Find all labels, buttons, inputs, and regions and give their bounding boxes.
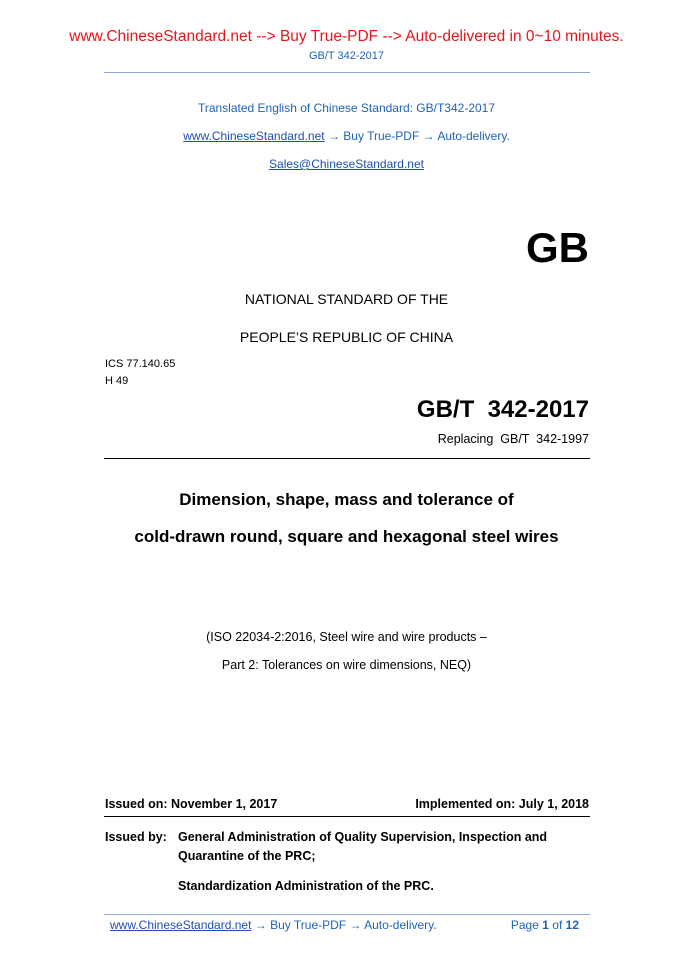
title-line-2: cold-drawn round, square and hexagonal steel wires [134, 527, 559, 546]
issuer-line-1: General Administration of Quality Supervision, Inspection and [178, 830, 548, 844]
iso-line-2: Part 2: Tolerances on wire dimensions, NEQ) [221, 658, 472, 672]
email-line [0, 157, 693, 171]
email-link[interactable]: Sales@ChineseStandard.net [269, 157, 424, 171]
replacing-note: Replacing GB/T 342-1997 [437, 432, 589, 446]
standard-rule [104, 458, 590, 459]
title-line-1: Dimension, shape, mass and tolerance of [179, 490, 514, 509]
page-total: 12 [565, 918, 579, 932]
page-number: 1 [542, 918, 549, 932]
ccs-code: H 49 [105, 375, 129, 387]
issued-by-label: Issued by: [105, 830, 167, 844]
site-link[interactable]: www.ChineseStandard.net [183, 129, 325, 143]
promo-banner[interactable]: www.ChineseStandard.net --> Buy True-PDF --> Auto-delivered in 0~10 minutes. [69, 28, 624, 45]
issued-on: Issued on: November 1, 2017 [105, 797, 278, 811]
header-rule [104, 72, 590, 73]
standard-number: GB/T 342-2017 [416, 396, 589, 423]
ics-code: ICS 77.140.65 [105, 358, 176, 370]
translated-note: Translated English of Chinese Standard: GB/T342-2017 [197, 101, 496, 115]
footer-links [110, 918, 437, 932]
site-suffix: → Buy True-PDF → Auto-delivery. [327, 129, 510, 143]
implemented-on: Implemented on: July 1, 2018 [415, 797, 589, 811]
header-doc-code: GB/T 342-2017 [308, 50, 384, 62]
footer-rule [104, 914, 590, 915]
page-indicator [511, 918, 579, 932]
dates-rule [104, 816, 590, 817]
page-label: Page [510, 918, 539, 932]
national-line-1: NATIONAL STANDARD OF THE [244, 291, 449, 307]
footer-site-suffix: → Buy True-PDF → Auto-delivery. [254, 918, 437, 932]
site-line [0, 129, 693, 143]
gb-logo: GB [526, 224, 589, 271]
national-line-2: PEOPLE’S REPUBLIC OF CHINA [239, 329, 454, 345]
iso-line-1: (ISO 22034-2:2016, Steel wire and wire products – [206, 630, 487, 644]
footer-site-link[interactable]: www.ChineseStandard.net [110, 918, 252, 932]
of-label: of [552, 918, 563, 932]
issuer-line-2: Quarantine of the PRC; [178, 849, 316, 863]
issuer-line-3: Standardization Administration of the PRC. [178, 879, 434, 893]
